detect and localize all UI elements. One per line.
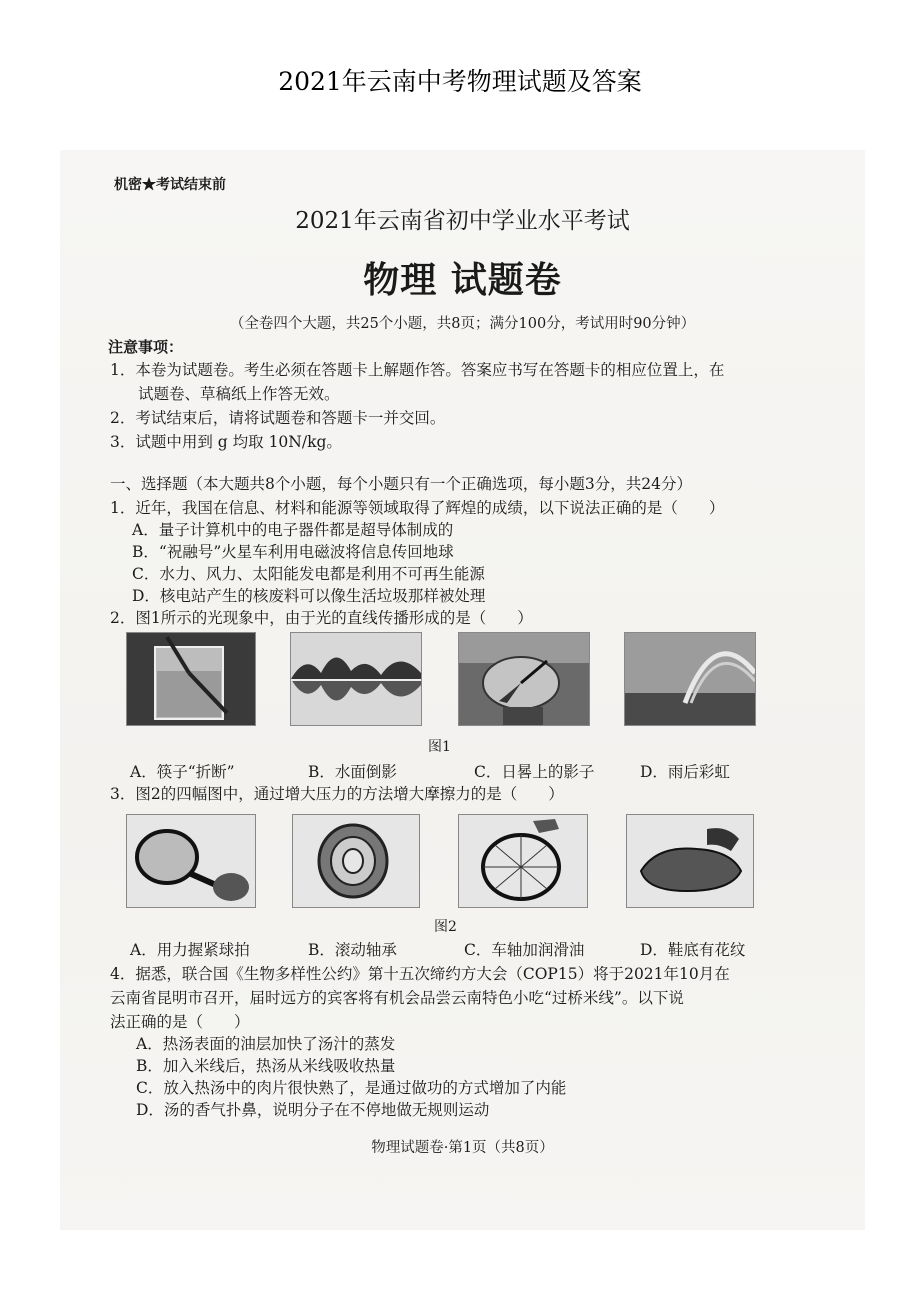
q2-option-b: B．水面倒影 <box>308 763 397 781</box>
tennis-racket-image <box>126 814 256 908</box>
exam-title: 2021年云南省初中学业水平考试 <box>295 208 630 234</box>
q3-option-d: D．鞋底有花纹 <box>640 941 746 959</box>
q1-option-a: A．量子计算机中的电子器件都是超导体制成的 <box>132 521 454 539</box>
q4-option-c: C．放入热汤中的肉片很快熟了，是通过做功的方式增加了内能 <box>136 1079 567 1097</box>
page-footer: 物理试题卷·第1页（共8页） <box>371 1140 554 1156</box>
q1-option-d: D．核电站产生的核废料可以像生活垃圾那样被处理 <box>132 587 486 605</box>
note-item: 2．考试结束后，请将试题卷和答题卡一并交回。 <box>110 409 446 427</box>
paper-title: 物理 试题卷 <box>363 259 562 301</box>
q2-option-d: D．雨后彩虹 <box>640 763 730 781</box>
chopsticks-in-water-image <box>126 632 256 726</box>
q3-option-c: C．车轴加润滑油 <box>464 941 585 959</box>
water-reflection-image <box>290 632 422 726</box>
q4-stem-line: 4．据悉，联合国《生物多样性公约》第十五次缔约方大会（COP15）将于2021年10月在 <box>110 965 730 983</box>
q2-option-c: C．日晷上的影子 <box>474 763 595 781</box>
q1-option-b: B．“祝融号”火星车利用电磁波将信息传回地球 <box>132 543 454 561</box>
q1-option-c: C．水力、风力、太阳能发电都是利用不可再生能源 <box>132 565 485 583</box>
note-item: 1．本卷为试题卷。考生必须在答题卡上解题作答。答案应书写在答题卡的相应位置上，在 <box>110 361 725 379</box>
q2-stem: 2．图1所示的光现象中，由于光的直线传播形成的是（ ） <box>110 609 533 627</box>
q3-stem: 3．图2的四幅图中，通过增大压力的方法增大摩擦力的是（ ） <box>110 785 564 803</box>
q1-stem: 1．近年，我国在信息、材料和能源等领域取得了辉煌的成绩，以下说法正确的是（ ） <box>110 499 725 517</box>
q4-stem-line: 云南省昆明市召开，届时远方的宾客将有机会品尝云南特色小吃“过桥米线”。以下说 <box>110 989 684 1007</box>
section-heading: 一、选择题（本大题共8个小题，每个小题只有一个正确选项，每小题3分，共24分） <box>110 475 692 493</box>
exam-info: （全卷四个大题，共25个小题，共8页；满分100分，考试用时90分钟） <box>229 316 696 332</box>
bicycle-wheel-oiling-image <box>458 814 588 908</box>
note-item: 3．试题中用到 g 均取 10N/kg。 <box>110 433 342 451</box>
note-item: 试题卷、草稿纸上作答无效。 <box>138 385 340 403</box>
ball-bearing-image <box>292 814 420 908</box>
exam-scan <box>60 150 865 1230</box>
rainbow-image <box>624 632 756 726</box>
q4-option-d: D．汤的香气扑鼻，说明分子在不停地做无规则运动 <box>136 1101 490 1119</box>
notes-heading: 注意事项： <box>108 338 184 356</box>
figure-2-label: 图2 <box>434 919 457 935</box>
confidential-mark: 机密★考试结束前 <box>114 177 226 193</box>
figure-1-label: 图1 <box>428 739 451 755</box>
q2-option-a: A．筷子“折断” <box>130 763 235 781</box>
q4-option-b: B．加入米线后，热汤从米线吸收热量 <box>136 1057 396 1075</box>
q3-option-b: B．滚动轴承 <box>308 941 397 959</box>
q4-option-a: A．热汤表面的油层加快了汤汁的蒸发 <box>136 1035 396 1053</box>
document-title: 2021年云南中考物理试题及答案 <box>278 67 642 96</box>
sundial-shadow-image <box>458 632 590 726</box>
shoe-sole-image <box>626 814 754 908</box>
q3-option-a: A．用力握紧球拍 <box>130 941 250 959</box>
q4-stem-line: 法正确的是（ ） <box>110 1013 250 1031</box>
